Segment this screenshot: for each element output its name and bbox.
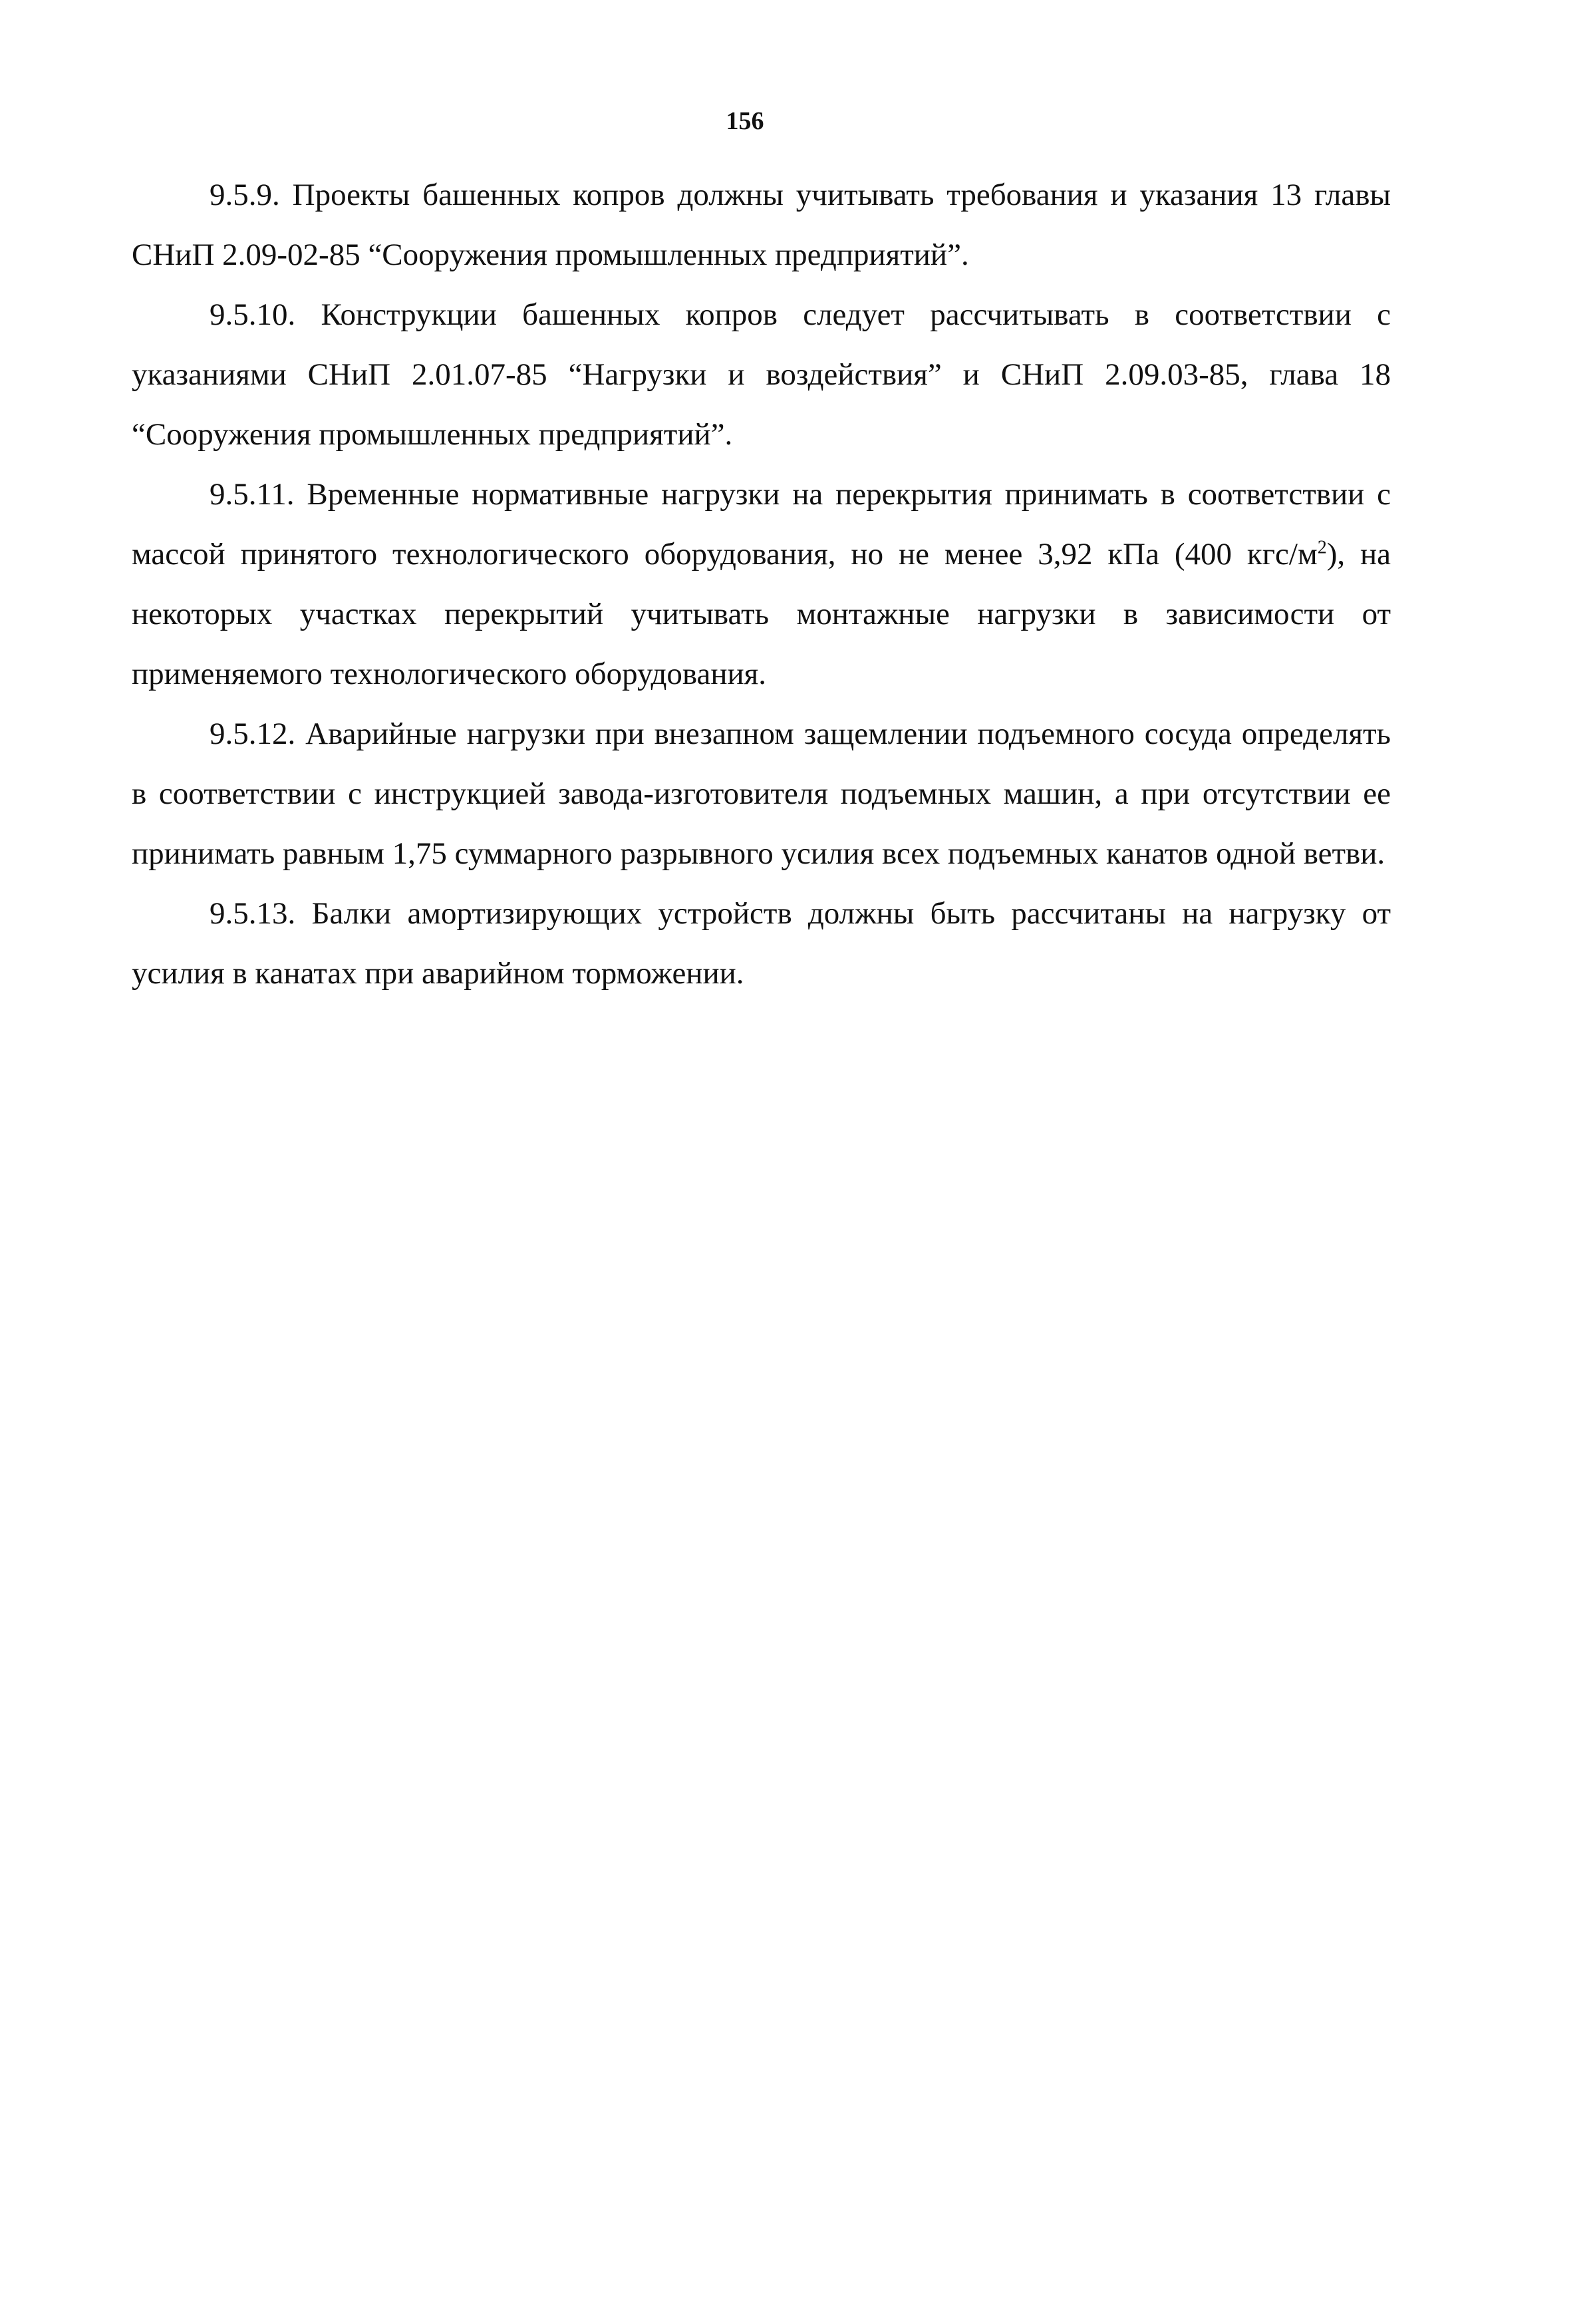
paragraph-9-5-11	[132, 464, 1391, 704]
document-body	[132, 165, 1391, 1003]
paragraph-9-5-11-text-end: ), на некоторых участках перекрытий учитывать монтажные нагрузки в зависимости от применяемого технологического оборудования.	[132, 537, 1391, 691]
paragraph-9-5-12: 9.5.12. Аварийные нагрузки при внезапном защемлении подъемного сосуда определять в соответствии с инструкцией завода-изготовителя подъемных машин, а при отсутствии ее принимать равным 1,75 суммарного разрывного усилия всех подъемных канатов одной ветви.	[132, 717, 1391, 871]
superscript-exponent: 2	[1317, 537, 1327, 558]
page-number: 156	[726, 107, 764, 135]
paragraph-9-5-11-text-start: 9.5.11. Временные нормативные нагрузки на перекрытия принимать в соответствии с массой принятого технологического оборудования, но не менее 3,92 кПа (400 кгс/м	[132, 477, 1391, 572]
paragraph-9-5-10: 9.5.10. Конструкции башенных копров следует рассчитывать в соответствии с указаниями СНиП 2.01.07-85 “Нагрузки и воздействия” и СНиП 2.09.03-85, глава 18 “Сооружения промышленных предприятий”.	[132, 297, 1391, 452]
paragraph-9-5-13: 9.5.13. Балки амортизирующих устройств должны быть рассчитаны на нагрузку от усилия в канатах при аварийном торможении.	[132, 896, 1391, 991]
paragraph-9-5-9: 9.5.9. Проекты башенных копров должны учитывать требования и указания 13 главы СНиП 2.09-02-85 “Сооружения промышленных предприятий”.	[132, 178, 1391, 272]
